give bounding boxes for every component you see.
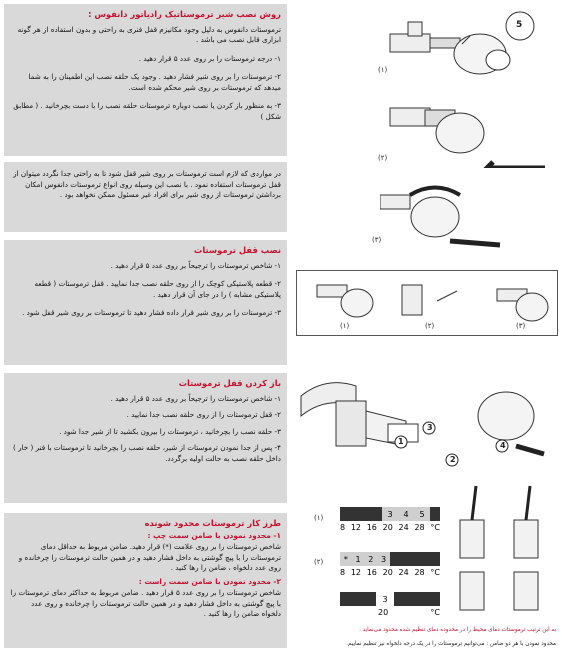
scale-2-top-2: 2	[368, 554, 374, 564]
lock-figure-caption-1: (۱)	[340, 322, 350, 330]
unlock-step-1: ۱- شاخص ترموستات را ترجیحاً بر روی عدد ۵ قرار دهید .	[110, 393, 281, 403]
unlock-title: باز کردن قفل ترموستات	[178, 378, 281, 388]
scale-1	[340, 507, 440, 537]
limiter-title: طرز کار ترموستات محدود شونده	[144, 518, 281, 528]
scale-2-tick-4: 24	[398, 568, 409, 577]
lock-install-title: نصب قفل ترموستات	[193, 245, 281, 255]
unlock-panel	[4, 373, 287, 503]
install-step-1: ۱- درجه ترموستات را بر روی عدد ۵ قرار دهید .	[138, 53, 281, 63]
scale-1-tick-2: 16	[366, 523, 377, 532]
figure-3-caption: (۳)	[372, 236, 382, 244]
figure-1-dial-label: 5	[516, 20, 523, 30]
scale-1-tick-4: 24	[398, 523, 409, 532]
unlock-step-3: ۳- حلقه نصب را بچرخانید ، ترموستات را بیرون بکشید تا از شیر جدا شود .	[59, 426, 281, 436]
unlock-label-3: 3	[427, 423, 433, 432]
lock-install-panel	[4, 240, 287, 365]
scale-1-top-2: 5	[419, 509, 425, 519]
scale-2-caption: (۲)	[314, 558, 324, 566]
footnote-2: محدود نمودن با هر دو ضامن : می‌توانیم ترموستات را در یک درجه دلخواه نیز تنظیم نماییم.	[346, 641, 556, 647]
scale-1-caption: (۱)	[314, 514, 324, 522]
lock-figure-caption-2: (۲)	[425, 322, 435, 330]
scale-3	[340, 592, 440, 620]
scale-1-tick-3: 20	[382, 523, 393, 532]
unlock-label-4: 4	[500, 441, 506, 450]
lock-info-text: در مواردی که لازم است ترموستات بر روی شیر قفل شود تا به راحتی جدا نگردد میتوان از قفل ترموستات استفاده نمود . با نصب این وسیله روی انواع ترموستات دانفوس امکان برداشتن ترموستات از روی شیر برای افراد غیر مسئول ممکن نخواهد بود .	[13, 169, 281, 199]
unlock-step-2: ۲- قفل ترموستات را از روی حلقه نصب جدا نمایید .	[126, 410, 281, 419]
scale-1-tick-0: 8	[340, 523, 346, 532]
scale-2-tick-1: 12	[350, 568, 361, 577]
scale-1-top-0: 3	[387, 509, 393, 519]
unlock-label-1: 1	[398, 437, 404, 446]
scale-2-tick-2: 16	[366, 568, 377, 577]
limiter-panel	[4, 513, 287, 648]
scale-2-unit: °C	[430, 568, 440, 577]
install-panel	[4, 4, 287, 156]
scale-2-tick-0: 8	[340, 568, 346, 577]
figure-install-1	[370, 4, 550, 84]
limiter-left-text: شاخص ترموستات را بر روی علامت (*) قرار دهید. ضامن مربوط به حداقل دمای ترموستات را با پیچ گوشتی به داخل فشار دهید و در همین حالت ترموستات را چرخانده و روی عدد دلخواه ، ضامن را رها کنید .	[18, 542, 281, 572]
lock-install-step-3: ۳- ترموستات را بر روی شیر قرار داده فشار دهید تا ترموستات بر روی شیر قفل شود .	[22, 308, 281, 317]
scale-2-top-3: 3	[381, 554, 387, 564]
limiter-figure	[450, 480, 560, 620]
install-step-3: ۳- به منظور باز کردن یا نصب دوباره ترموستات حلقه نصب را با دست بچرخانید . ( مطابق شکل )	[13, 101, 281, 121]
install-step-2: ۲- ترموستات را بر روی شیر فشار دهید . وجود یک حلقه نصب این اطمینان را به شما میدهد که ترموستات بر روی شیر محکم شده است.	[28, 72, 281, 92]
install-intro: ترموستات دانفوس به دلیل وجود مکانیزم قفل فنری به راحتی و بدون استفاده از هر گونه ابزاری قابل نصب می باشد .	[17, 24, 281, 44]
limiter-right-text: شاخص ترموستات را بر روی عدد ۵ قرار دهید . ضامن مربوط به حداکثر دمای ترموستات را با پیچ گوشتی به داخل فشار دهید و در همین حالت ترموستات را چرخانده و روی عدد دلخواه ضامن را رها کنید .	[10, 588, 281, 618]
lock-install-step-2: ۲- قطعه پلاستیکی کوچک را از روی حلقه نصب جدا نمایید . قفل ترموستات ( قطعه پلاستیکی مشابه ) را در جای آن قرار دهید .	[34, 279, 281, 299]
scale-2-tick-3: 20	[382, 568, 393, 577]
scale-2-top-0: *	[343, 554, 348, 564]
footnote-1: به این ترتیب ترموستات دمای محیط را در محدوده دمای تنظیم شده محدود می‌نماید .	[359, 627, 556, 633]
scale-2-top-1: 1	[355, 554, 361, 564]
limiter-left-heading: ۱- محدود نمودن با ضامن سمت چپ :	[147, 530, 281, 540]
scale-3-tick-0: 20	[378, 608, 389, 617]
lock-info-panel	[4, 162, 287, 232]
figure-install-2	[375, 88, 555, 168]
lock-figure-caption-3: (۳)	[516, 322, 526, 330]
install-title: روش نصب شیر ترموستاتیک رادیاتور دانفوس :	[88, 9, 281, 19]
lock-install-step-1: ۱- شاخص ترموستات را ترجیحاً بر روی عدد ۵ قرار دهید .	[110, 260, 281, 270]
scale-2	[340, 552, 440, 582]
unlock-label-2: 2	[450, 455, 456, 464]
scale-1-tick-1: 12	[350, 523, 361, 532]
scale-3-unit: °C	[430, 608, 440, 617]
figure-2-caption: (۲)	[378, 154, 388, 162]
figure-install-3	[380, 175, 560, 255]
scale-1-unit: °C	[430, 523, 440, 532]
unlock-step-4: ۴- پس از جدا نمودن ترموستات از شیر، حلقه نصب را بچرخانید تا ترموستات با فنر ( خار ) داخل حلقه نصب به حالت اولیه برگردد.	[13, 443, 281, 463]
scale-1-tick-5: 28	[414, 523, 425, 532]
limiter-right-heading: ۲- محدود نمودن با ضامن سمت راست :	[138, 576, 281, 586]
figure-1-caption: (۱)	[378, 66, 388, 74]
scale-3-top-0: 3	[382, 594, 388, 604]
scale-1-top-1: 4	[403, 509, 409, 519]
scale-2-tick-5: 28	[414, 568, 425, 577]
